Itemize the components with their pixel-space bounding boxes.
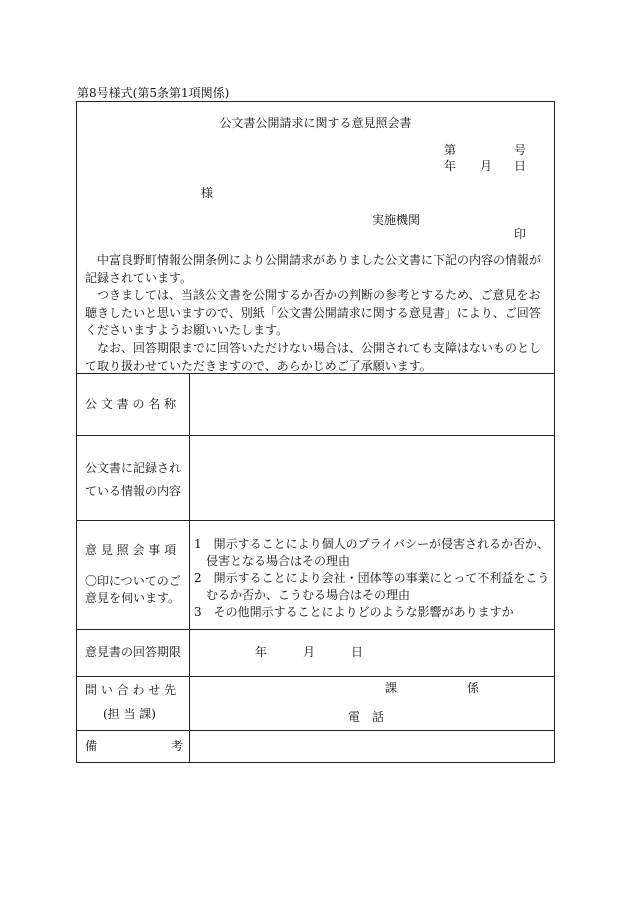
- divider: [77, 520, 554, 521]
- deadline-label: 意見書の回答期限: [85, 645, 182, 659]
- column-divider: [189, 373, 190, 762]
- section-label: 課: [385, 681, 398, 695]
- paragraph-3: なお、回答期限までに回答いただけない場合は、公開されても支障はないものとして取り扱わせていただきますので、あらかじめご了承願います。: [85, 340, 542, 373]
- divider: [77, 629, 554, 630]
- form-frame: [76, 101, 555, 763]
- opinion-item-1-cont: 侵害となる場合はその理由: [206, 554, 351, 568]
- deadline-day: 日: [351, 645, 364, 659]
- remarks-label-start: 備: [85, 739, 98, 753]
- paragraph-2: つきましては、当該公文書を公開するか否かの判断の参考とするため、ご意見をお聴きしたいと思いますので、別紙「公文書公開請求に関する意見書」により、ご回答くださいますようお願いいたします。: [85, 288, 541, 338]
- deadline-year: 年: [255, 645, 268, 659]
- divider: [77, 435, 554, 436]
- opinion-item-2-cont: むるか否か、こうむる場合はその理由: [206, 588, 411, 602]
- form-title: 公文書公開請求に関する意見照会書: [219, 116, 412, 130]
- opinion-note-line1: 〇印についてのご: [85, 574, 181, 588]
- opinion-item-1: 1 開示することにより個人のプライバシーが侵害されるか否か、: [194, 537, 550, 551]
- opinion-item-3: 3 その他開示することによりどのような影響がありますか: [194, 605, 514, 619]
- opinion-item-2: 2 開示することにより会社・団体等の事業にとって不利益をこう: [194, 571, 550, 585]
- date-day: 日: [514, 159, 527, 173]
- remarks-label-end: 考: [171, 739, 184, 753]
- contact-label: 問 い 合 わ せ 先: [85, 683, 177, 697]
- date-month: 月: [480, 159, 493, 173]
- seal-mark: 印: [514, 227, 527, 241]
- info-label-line2: ている情報の内容: [85, 484, 182, 498]
- phone-label: 電 話: [348, 710, 385, 724]
- paragraph-1: 中富良野町情報公開条例により公開請求がありました公文書に下記の内容の情報が記録されています。: [85, 253, 542, 285]
- opinion-note-line2: 意見を伺います。: [85, 591, 181, 605]
- addressee-suffix: 様: [201, 186, 214, 200]
- contact-sublabel: (担 当 課): [103, 707, 156, 721]
- body-paragraphs: [85, 252, 549, 375]
- divider: [77, 676, 554, 677]
- number-suffix: 号: [514, 143, 527, 157]
- opinion-items-list: [194, 536, 549, 621]
- number-prefix: 第: [444, 143, 457, 157]
- agency-label: 実施機関: [372, 213, 421, 227]
- date-year: 年: [444, 159, 457, 173]
- doc-name-label: 公 文 書 の 名 称: [85, 397, 177, 411]
- deadline-month: 月: [303, 645, 316, 659]
- opinion-label: 意 見 照 会 事 項: [85, 543, 177, 557]
- info-label-line1: 公文書に記録され: [85, 461, 182, 475]
- staff-label: 係: [467, 681, 480, 695]
- form-code: 第8号様式(第5条第1項関係): [77, 86, 230, 100]
- divider: [77, 730, 554, 731]
- divider: [77, 373, 554, 374]
